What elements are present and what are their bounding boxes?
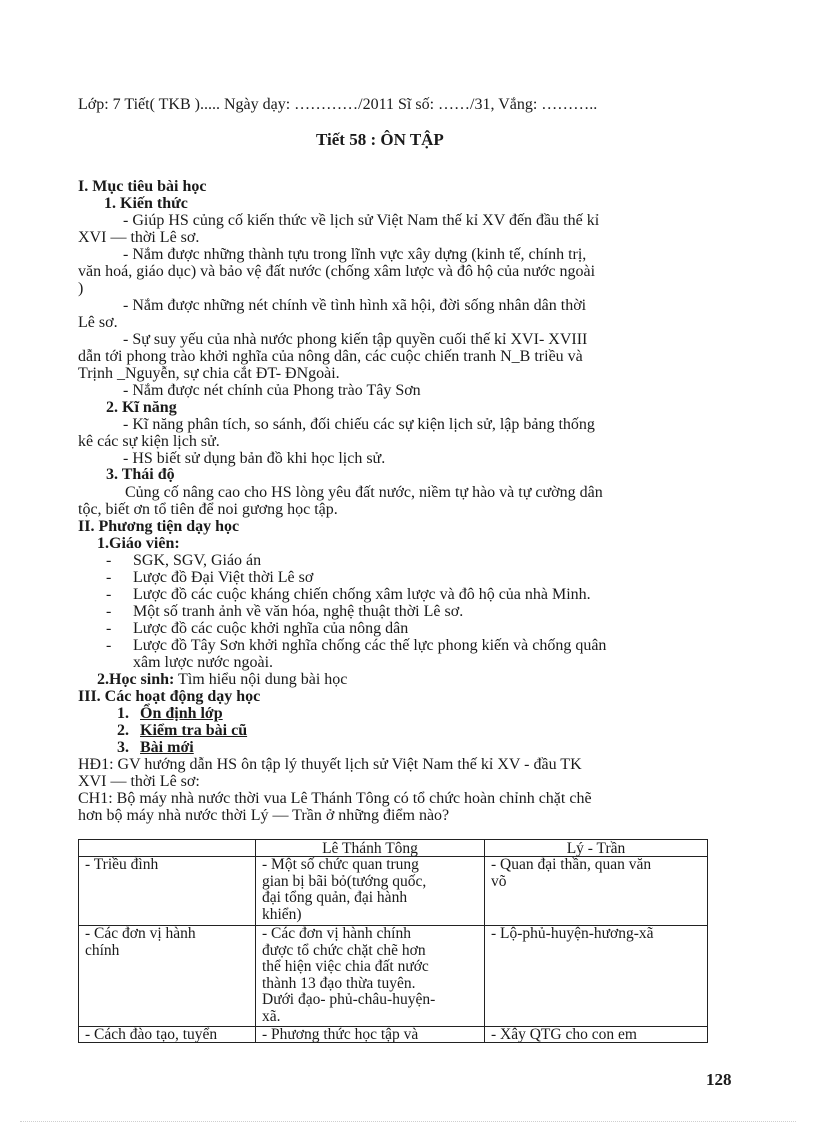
text-line: văn hoá, giáo dục) và bảo vệ đất nước (chống xâm lược và đô hộ của nước ngoài — [78, 263, 596, 280]
cell-line: võ — [491, 872, 507, 890]
section-1-2-heading: 2. Kĩ năng — [106, 399, 177, 416]
table-cell — [79, 857, 256, 926]
text-line: - Sự suy yếu của nhà nước phong kiến tập quyền cuối thế kỉ XVI- XVIII — [123, 331, 588, 348]
table-row — [79, 857, 708, 926]
cell-line: - Quan đại thần, quan văn — [491, 856, 652, 873]
table-cell — [485, 857, 708, 926]
text-line: XVI — thời Lê sơ. — [78, 229, 200, 246]
cell-line: - Các đơn vị hành chính — [262, 925, 411, 942]
list-item: Lược đồ Tây Sơn khởi nghĩa chống các thế lực phong kiến và chống quân — [133, 637, 607, 654]
question-line: CH1: Bộ máy nhà nước thời vua Lê Thánh Tông có tổ chức hoàn chỉnh chặt chẽ — [78, 790, 592, 807]
table-header-cell: Lý - Trần — [485, 840, 708, 857]
class-header: Lớp: 7 Tiết( TKB )..... Ngày dạy: …………/2011 Sĩ số: ……/31, Vắng: ……….. — [78, 96, 598, 113]
cell-line: khiển) — [262, 905, 302, 923]
text-line: Củng cố nâng cao cho HS lòng yêu đất nước, niềm tự hào và tự cường dân — [125, 484, 603, 501]
section-1-1-heading: 1. Kiến thức — [104, 195, 188, 212]
page-bottom-border — [20, 1121, 796, 1122]
cell-line: - Một số chức quan trung — [262, 856, 419, 873]
section-1-3-heading: 3. Thái độ — [106, 466, 175, 483]
lesson-title: Tiết 58 : ÔN TẬP — [316, 130, 444, 149]
table-cell — [256, 926, 485, 1027]
page-number: 128 — [706, 1070, 732, 1089]
table-cell — [485, 1027, 708, 1043]
table-cell — [79, 1027, 256, 1043]
step-number: 2. — [117, 722, 129, 739]
comparison-table — [78, 839, 708, 1043]
text-line: - Giúp HS củng cố kiến thức về lịch sử Việt Nam thế kỉ XV đến đầu thế kỉ — [123, 212, 600, 229]
bullet-dash: - — [106, 552, 112, 569]
bullet-dash: - — [106, 569, 112, 586]
cell-line: - Phương thức học tập và — [262, 1027, 419, 1042]
activity-line: XVI — thời Lê sơ: — [78, 773, 200, 790]
table-header-cell: Lê Thánh Tông — [256, 840, 485, 857]
cell-line: - Lộ-phủ-huyện-hương-xã — [491, 925, 654, 942]
cell-line: - Cách đào tạo, tuyển — [85, 1027, 218, 1042]
text-line: - Nắm được nét chính của Phong trào Tây Sơn — [123, 382, 421, 399]
section-2-2-line — [97, 671, 347, 688]
list-item-continuation: xâm lược nước ngoài. — [133, 654, 274, 671]
text-line: - HS biết sử dụng bản đồ khi học lịch sử. — [123, 450, 386, 467]
question-line: hơn bộ máy nhà nước thời Lý — Trần ở những điểm nào? — [78, 807, 450, 824]
cell-line: thành 13 đạo thừa tuyên. — [262, 974, 416, 992]
bullet-dash: - — [106, 603, 112, 620]
step-number: 1. — [117, 705, 129, 722]
text-line: Trịnh _Nguyễn, sự chia cắt ĐT- ĐNgoài. — [78, 365, 340, 382]
list-item: Lược đồ các cuộc kháng chiến chống xâm lược và đô hộ của nhà Minh. — [133, 586, 591, 603]
cell-line: Dưới đạo- phủ-châu-huyện- — [262, 991, 436, 1008]
text-line: dẫn tới phong trào khởi nghĩa của nông dân, các cuộc chiến tranh N_B triều và — [78, 348, 583, 365]
list-item: Một số tranh ảnh về văn hóa, nghệ thuật thời Lê sơ. — [133, 603, 464, 620]
list-item: Lược đồ Đại Việt thời Lê sơ — [133, 569, 314, 586]
step-label: Bài mới — [140, 739, 194, 756]
cell-line: thể hiện việc chia đất nước — [262, 958, 429, 975]
list-item: Lược đồ các cuộc khởi nghĩa của nông dân — [133, 620, 409, 637]
text-line: - Kĩ năng phân tích, so sánh, đối chiếu các sự kiện lịch sử, lập bảng thống — [123, 416, 595, 433]
table-cell — [256, 1027, 485, 1043]
section-2-2-heading: 2.Học sinh: — [97, 671, 175, 688]
section-2-1-heading: 1.Giáo viên: — [97, 535, 180, 552]
table-row — [79, 926, 708, 1027]
cell-line: gian bị bãi bỏ(tướng quốc, — [262, 872, 427, 890]
activity-line: HĐ1: GV hướng dẫn HS ôn tập lý thuyết lịch sử Việt Nam thế kỉ XV - đầu TK — [78, 756, 582, 773]
bullet-dash: - — [106, 586, 112, 603]
step-label: Ổn định lớp — [140, 705, 223, 722]
text-line: ) — [78, 280, 84, 297]
cell-line: chính — [85, 941, 120, 959]
text-line: tộc, biết ơn tổ tiên để noi gương học tập. — [78, 501, 338, 518]
cell-line: xã. — [262, 1007, 281, 1025]
step-label: Kiểm tra bài cũ — [140, 722, 248, 739]
text-line: Lê sơ. — [78, 314, 118, 331]
step-number: 3. — [117, 739, 129, 756]
cell-line: - Xây QTG cho con em — [491, 1027, 637, 1042]
text-line: kê các sự kiện lịch sử. — [78, 433, 220, 450]
cell-line: đại tổng quản, đại hành — [262, 889, 408, 906]
table-cell — [256, 857, 485, 926]
cell-line: - Các đơn vị hành — [85, 925, 196, 942]
table-cell — [79, 926, 256, 1027]
bullet-dash: - — [106, 620, 112, 637]
section-2-heading: II. Phương tiện dạy học — [78, 518, 240, 535]
table-header-row — [79, 840, 708, 857]
table-row — [79, 1027, 708, 1043]
list-item: SGK, SGV, Giáo án — [133, 552, 262, 569]
section-1-heading: I. Mục tiêu bài học — [78, 178, 207, 195]
text-line: - Nắm được những nét chính về tình hình xã hội, đời sống nhân dân thời — [123, 297, 587, 314]
bullet-dash: - — [106, 637, 112, 654]
section-3-heading: III. Các hoạt động dạy học — [78, 688, 261, 705]
table-header-cell — [79, 840, 256, 857]
table-cell — [485, 926, 708, 1027]
cell-line: được tổ chức chặt chẽ hơn — [262, 941, 426, 959]
cell-line: - Triều đình — [85, 856, 159, 873]
text-line: - Nắm được những thành tựu trong lĩnh vực xây dựng (kinh tế, chính trị, — [123, 246, 587, 263]
section-2-2-text: Tìm hiểu nội dung bài học — [174, 671, 348, 688]
